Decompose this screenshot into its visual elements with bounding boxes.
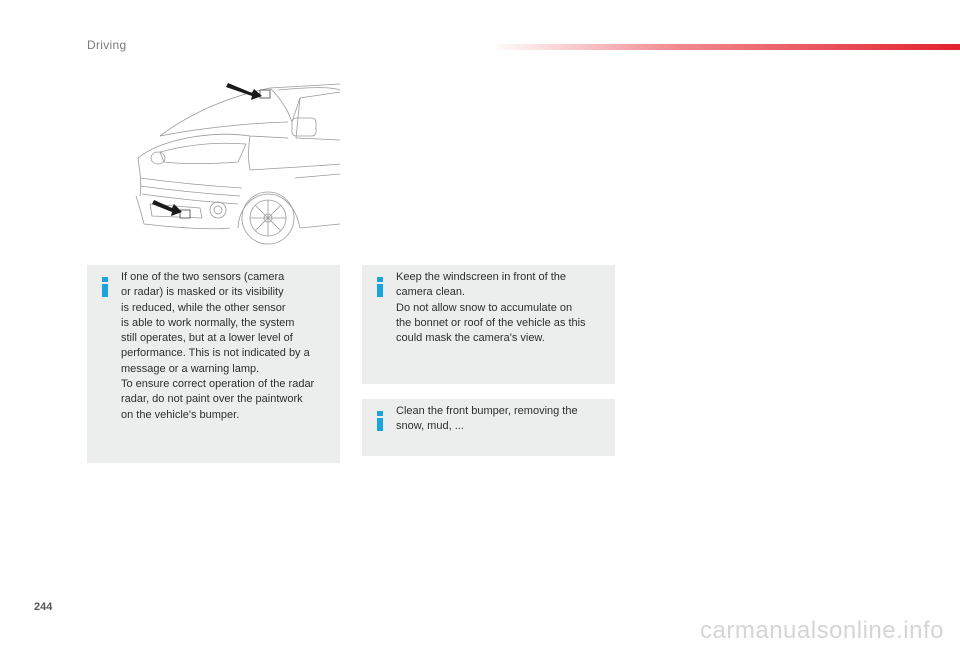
section-title: Driving [87, 38, 127, 52]
note-text: Clean the front bumper, removing the snow, mud, ... [396, 405, 578, 433]
info-note-windscreen [362, 265, 615, 384]
radar-arrow-icon [152, 200, 182, 216]
note-text: If one of the two sensors (camera or radar) is masked or its visibility is reduced, while the other sensor is able to work normally, the system still operates, but at a lower level of performance. This is not indicated by a message or a warning lamp. To ensure correct operation of the radar radar, do not paint over the paintwork on the vehicle's bumper. [121, 271, 315, 421]
watermark: carmanualsonline.info [700, 617, 944, 644]
info-icon [100, 277, 110, 297]
page-number: 244 [34, 601, 53, 613]
info-note-sensor-masking [87, 265, 340, 463]
note-text: Keep the windscreen in front of the camera clean. Do not allow snow to accumulate on the bonnet or roof of the vehicle as this could mask the camera's view. [396, 271, 586, 345]
info-icon [375, 277, 385, 297]
info-note-bumper [362, 399, 615, 456]
radar-sensor-icon [180, 210, 190, 218]
camera-sensor-icon [260, 90, 270, 98]
section-title-accent-bar [490, 44, 960, 50]
info-icon [375, 411, 385, 431]
camera-arrow-icon [226, 83, 262, 100]
van-sensors-illustration [120, 78, 340, 248]
